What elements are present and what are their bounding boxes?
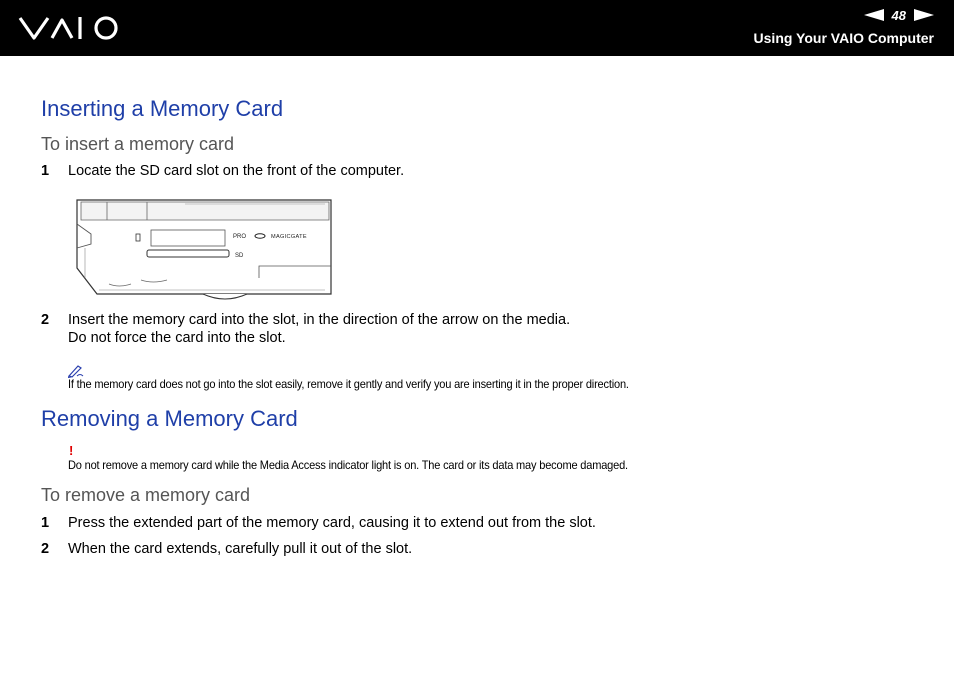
page-number: 48	[891, 7, 906, 23]
left-triangle-icon[interactable]	[864, 9, 884, 21]
magicgate-label: MAGICGATE	[271, 234, 307, 240]
pencil-note-icon	[68, 364, 84, 378]
section-label: Using Your VAIO Computer	[753, 30, 934, 46]
subtitle-remove: To remove a memory card	[41, 485, 251, 505]
card-slot-illustration	[75, 198, 333, 302]
section-title-removing: Removing a Memory Card	[41, 406, 298, 431]
subtitle-insert: To insert a memory card	[41, 134, 235, 154]
warning-text: Do not remove a memory card while the Media Access indicator light is on. The card or its data may become damaged.	[68, 458, 628, 472]
vaio-logo	[18, 14, 122, 42]
pro-label: PRO	[233, 234, 247, 240]
section-title-inserting: Inserting a Memory Card	[41, 96, 284, 121]
note-text: If the memory card does not go into the slot easily, remove it gently and verify you are inserting it in the proper direction.	[68, 377, 629, 391]
warning-icon: !	[69, 443, 74, 458]
right-triangle-icon[interactable]	[914, 9, 934, 21]
sd-label: SD	[235, 253, 244, 259]
header-bar	[0, 0, 954, 56]
pager	[864, 7, 934, 23]
